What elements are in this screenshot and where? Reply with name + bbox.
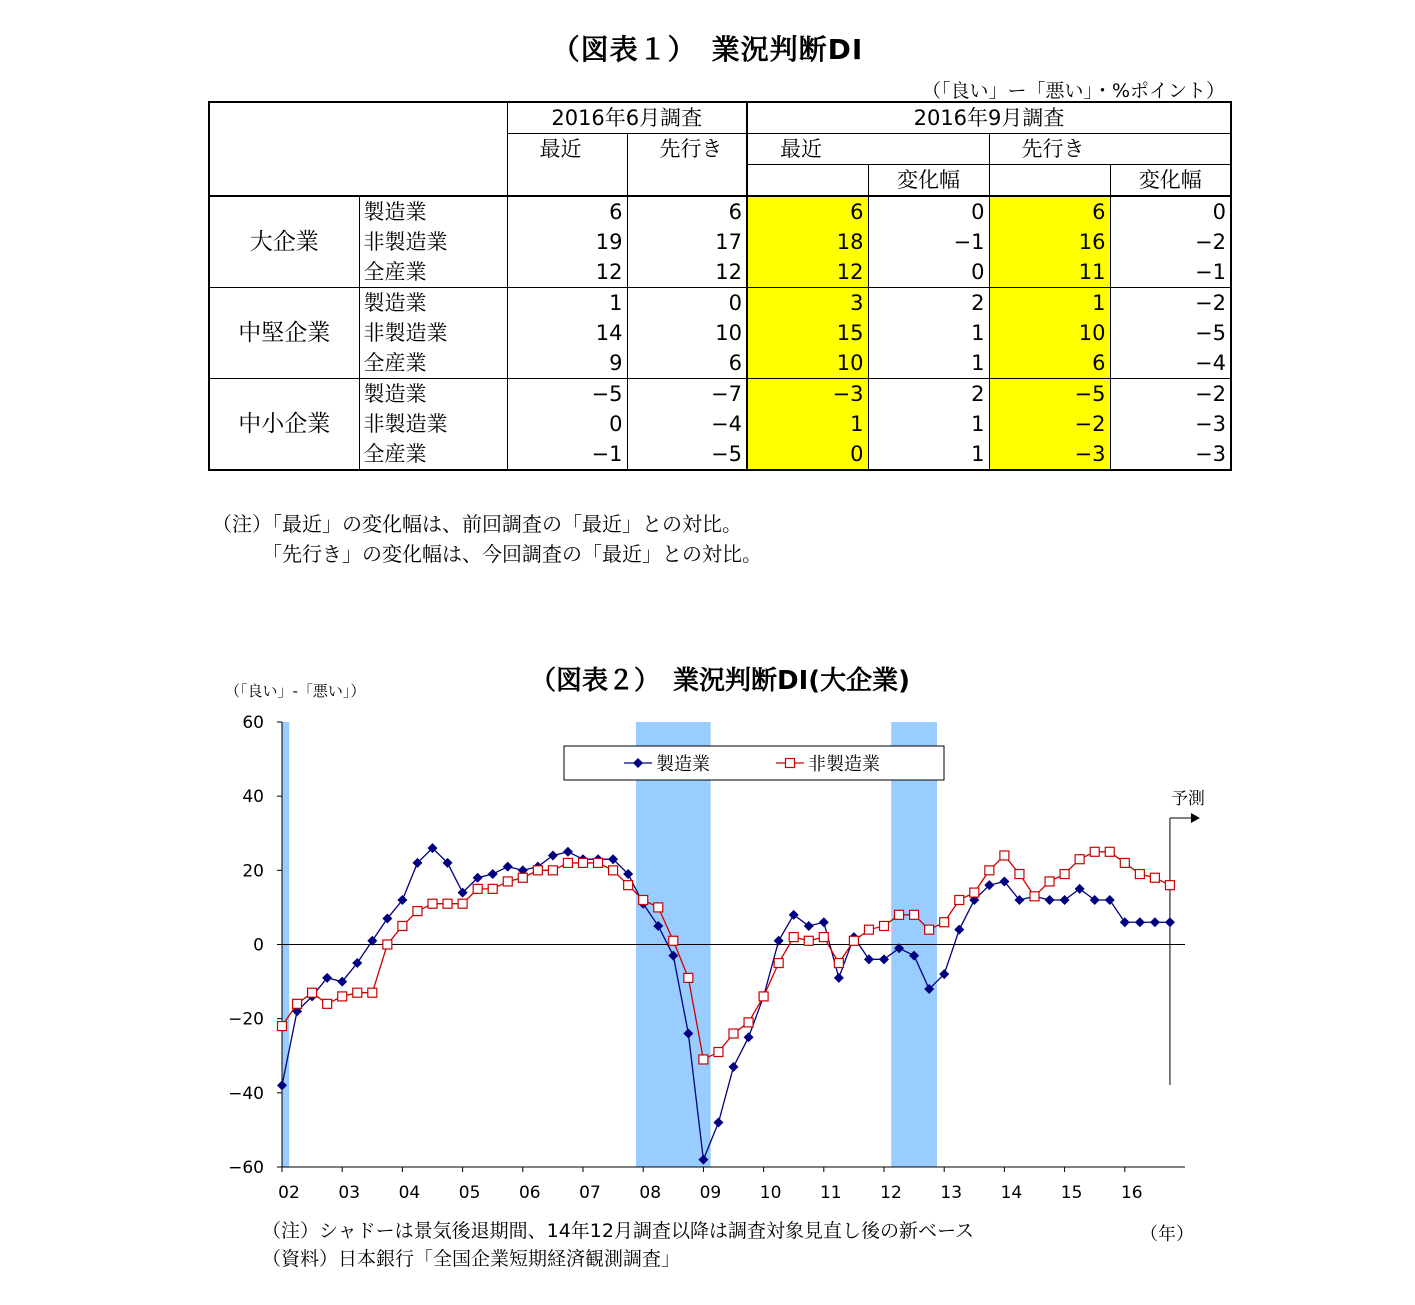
cell-sep-recent: 3 (747, 288, 868, 319)
table-row (209, 257, 1231, 288)
data-point-manufacturing (1090, 895, 1100, 905)
data-point-manufacturing (744, 1032, 754, 1042)
data-point-nonmanufacturing (579, 858, 588, 867)
cell-sep-recent-chg: 1 (868, 439, 989, 470)
data-point-nonmanufacturing (925, 925, 934, 934)
data-point-manufacturing (563, 847, 573, 857)
table-note-2: 「先行き」の変化幅は、今回調査の「最近」との対比。 (262, 542, 762, 566)
data-point-nonmanufacturing (834, 959, 843, 968)
chart-title: （図表２） 業況判断DI(大企業) (529, 666, 911, 696)
sector-label: 非製造業 (359, 318, 507, 348)
x-axis-label: （年） (1140, 1224, 1194, 1245)
table-row (209, 439, 1231, 470)
x-tick-label: 06 (518, 1183, 541, 1203)
data-point-nonmanufacturing (323, 999, 332, 1008)
chart-note: （注）シャドーは景気後退期間、14年12月調査以降は調査対象見直し後の新ベース (262, 1220, 975, 1242)
cell-sep-outlook-chg: −3 (1110, 439, 1231, 470)
data-point-nonmanufacturing (684, 973, 693, 982)
data-point-nonmanufacturing (473, 884, 482, 893)
x-tick-label: 02 (278, 1183, 300, 1203)
data-point-nonmanufacturing (864, 925, 873, 934)
header-sept-survey: 2016年9月調査 (747, 102, 1231, 134)
data-point-nonmanufacturing (985, 866, 994, 875)
sector-label: 非製造業 (359, 227, 507, 257)
data-point-nonmanufacturing (1120, 858, 1129, 867)
data-point-nonmanufacturing (789, 933, 798, 942)
x-tick-label: 09 (699, 1183, 722, 1203)
x-tick-label: 14 (1000, 1183, 1023, 1203)
data-point-nonmanufacturing (503, 877, 512, 886)
data-point-manufacturing (1060, 895, 1070, 905)
cell-sep-outlook-chg: 0 (1110, 196, 1231, 227)
data-point-manufacturing (954, 925, 964, 935)
data-point-nonmanufacturing (278, 1022, 287, 1031)
group-label: 中小企業 (209, 379, 359, 471)
header-sep-outlook-change: 変化幅 (1110, 165, 1231, 197)
cell-jun-recent: 14 (507, 318, 627, 348)
x-tick-label: 15 (1060, 1183, 1083, 1203)
data-point-manufacturing (864, 954, 874, 964)
data-point-nonmanufacturing (744, 1018, 753, 1027)
cell-sep-outlook-chg: −2 (1110, 379, 1231, 410)
table-row (209, 379, 1231, 410)
data-point-nonmanufacturing (880, 921, 889, 930)
data-point-nonmanufacturing (398, 921, 407, 930)
data-point-nonmanufacturing (533, 866, 542, 875)
cell-jun-recent: 19 (507, 227, 627, 257)
cell-sep-outlook-chg: −2 (1110, 288, 1231, 319)
x-tick-label: 16 (1120, 1183, 1143, 1203)
x-tick-label: 04 (398, 1183, 421, 1203)
cell-sep-recent-chg: 1 (868, 348, 989, 379)
data-point-manufacturing (879, 954, 889, 964)
y-tick-label: −60 (228, 1158, 264, 1178)
data-point-manufacturing (1135, 917, 1145, 927)
data-point-nonmanufacturing (594, 858, 603, 867)
cell-sep-recent-chg: 0 (868, 257, 989, 288)
cell-sep-recent-chg: 2 (868, 379, 989, 410)
data-point-nonmanufacturing (669, 936, 678, 945)
cell-sep-outlook: 11 (989, 257, 1110, 288)
data-point-manufacturing (789, 910, 799, 920)
data-point-nonmanufacturing (293, 999, 302, 1008)
data-point-manufacturing (834, 973, 844, 983)
cell-jun-outlook: 0 (627, 288, 747, 319)
data-point-nonmanufacturing (1135, 870, 1144, 879)
data-point-nonmanufacturing (1030, 892, 1039, 901)
data-point-nonmanufacturing (804, 936, 813, 945)
data-point-nonmanufacturing (970, 888, 979, 897)
cell-jun-outlook: −7 (627, 379, 747, 410)
cell-sep-outlook-chg: −1 (1110, 257, 1231, 288)
legend-label-manufacturing: 製造業 (656, 754, 710, 775)
x-tick-label: 08 (639, 1183, 662, 1203)
data-point-manufacturing (1075, 884, 1085, 894)
cell-sep-recent: 1 (747, 409, 868, 439)
legend-label-nonmanufacturing: 非製造業 (808, 754, 880, 775)
data-point-nonmanufacturing (654, 903, 663, 912)
y-tick-label: 0 (253, 935, 264, 956)
data-point-manufacturing (548, 851, 558, 861)
data-point-nonmanufacturing (910, 910, 919, 919)
data-point-nonmanufacturing (458, 899, 467, 908)
data-point-nonmanufacturing (609, 866, 618, 875)
data-point-nonmanufacturing (338, 992, 347, 1001)
data-point-nonmanufacturing (1090, 847, 1099, 856)
data-point-nonmanufacturing (1015, 870, 1024, 879)
table-row (209, 288, 1231, 319)
data-point-nonmanufacturing (1165, 881, 1174, 890)
data-point-manufacturing (1150, 917, 1160, 927)
header-sep-outlook: 先行き (989, 134, 1231, 165)
cell-jun-outlook: 12 (627, 257, 747, 288)
cell-sep-recent-chg: 2 (868, 288, 989, 319)
cell-sep-recent: 15 (747, 318, 868, 348)
header-sep-recent-change: 変化幅 (868, 165, 989, 197)
y-tick-label: 60 (242, 713, 264, 733)
data-point-nonmanufacturing (895, 910, 904, 919)
cell-jun-outlook: 17 (627, 227, 747, 257)
cell-sep-recent: 18 (747, 227, 868, 257)
x-tick-label: 10 (759, 1183, 782, 1203)
data-point-nonmanufacturing (308, 988, 317, 997)
data-point-nonmanufacturing (1000, 851, 1009, 860)
data-point-manufacturing (1105, 895, 1115, 905)
data-point-manufacturing (819, 917, 829, 927)
data-point-manufacturing (729, 1062, 739, 1072)
sector-label: 非製造業 (359, 409, 507, 439)
x-tick-label: 13 (940, 1183, 963, 1203)
x-tick-label: 11 (819, 1183, 842, 1203)
cell-jun-recent: 0 (507, 409, 627, 439)
sector-label: 全産業 (359, 257, 507, 288)
data-point-manufacturing (1120, 917, 1130, 927)
legend (564, 746, 944, 780)
cell-sep-outlook: 1 (989, 288, 1110, 319)
table-unit-label: （「良い」ー「悪い」・%ポイント） (921, 80, 1225, 102)
cell-sep-outlook-chg: −5 (1110, 318, 1231, 348)
sector-label: 全産業 (359, 439, 507, 470)
cell-jun-outlook: −4 (627, 409, 747, 439)
cell-sep-recent: 0 (747, 439, 868, 470)
cell-sep-recent: 6 (747, 196, 868, 227)
cell-jun-outlook: 6 (627, 196, 747, 227)
data-point-nonmanufacturing (1105, 847, 1114, 856)
cell-sep-recent-chg: 1 (868, 318, 989, 348)
cell-sep-outlook: 10 (989, 318, 1110, 348)
x-tick-label: 12 (880, 1183, 902, 1203)
y-tick-label: −40 (228, 1083, 264, 1104)
data-point-nonmanufacturing (488, 884, 497, 893)
header-jun-outlook: 先行き (627, 134, 747, 197)
cell-sep-outlook: −5 (989, 379, 1110, 410)
cell-jun-outlook: −5 (627, 439, 747, 470)
data-point-nonmanufacturing (428, 899, 437, 908)
data-point-nonmanufacturing (1060, 870, 1069, 879)
data-point-manufacturing (1165, 917, 1175, 927)
sector-label: 製造業 (359, 196, 507, 227)
header-jun-recent: 最近 (507, 134, 627, 197)
data-point-nonmanufacturing (563, 858, 572, 867)
cell-jun-recent: 9 (507, 348, 627, 379)
cell-jun-recent: −1 (507, 439, 627, 470)
x-tick-label: 07 (579, 1183, 601, 1203)
cell-sep-outlook: 16 (989, 227, 1110, 257)
data-point-nonmanufacturing (729, 1029, 738, 1038)
data-point-manufacturing (488, 869, 498, 879)
data-point-nonmanufacturing (353, 988, 362, 997)
table-row (209, 318, 1231, 348)
table-row (209, 227, 1231, 257)
cell-sep-outlook: 6 (989, 196, 1110, 227)
data-point-nonmanufacturing (819, 933, 828, 942)
business-conditions-table (208, 101, 1232, 471)
table-row (209, 196, 1231, 227)
data-point-nonmanufacturing (955, 896, 964, 905)
cell-sep-outlook-chg: −4 (1110, 348, 1231, 379)
data-point-nonmanufacturing (639, 896, 648, 905)
data-point-nonmanufacturing (774, 959, 783, 968)
data-point-manufacturing (713, 1118, 723, 1128)
cell-sep-outlook-chg: −3 (1110, 409, 1231, 439)
group-label: 中堅企業 (209, 288, 359, 379)
cell-jun-recent: 6 (507, 196, 627, 227)
data-point-nonmanufacturing (714, 1048, 723, 1057)
cell-sep-outlook: 6 (989, 348, 1110, 379)
header-corner (209, 102, 507, 196)
data-point-nonmanufacturing (1150, 873, 1159, 882)
cell-sep-recent: −3 (747, 379, 868, 410)
cell-sep-recent: 10 (747, 348, 868, 379)
business-di-chart (0, 640, 1415, 1300)
data-point-manufacturing (1045, 895, 1055, 905)
cell-sep-outlook: −3 (989, 439, 1110, 470)
forecast-arrow-head (1191, 813, 1200, 823)
cell-jun-recent: 12 (507, 257, 627, 288)
data-point-nonmanufacturing (413, 907, 422, 916)
table-row (209, 409, 1231, 439)
data-point-nonmanufacturing (1045, 877, 1054, 886)
x-tick-label: 03 (338, 1183, 361, 1203)
data-point-nonmanufacturing (368, 988, 377, 997)
forecast-label: 予測 (1170, 789, 1205, 809)
chart-note: （資料）日本銀行「全国企業短期経済観測調査」 (262, 1248, 681, 1270)
table-row (209, 348, 1231, 379)
header-june-survey: 2016年6月調査 (507, 102, 747, 134)
data-point-nonmanufacturing (699, 1055, 708, 1064)
table-note-1: （注）「最近」の変化幅は、前回調査の「最近」との対比。 (212, 512, 742, 536)
data-point-nonmanufacturing (940, 918, 949, 927)
sector-label: 製造業 (359, 379, 507, 410)
data-point-nonmanufacturing (1075, 855, 1084, 864)
data-point-nonmanufacturing (624, 881, 633, 890)
header-sep-recent: 最近 (747, 134, 989, 165)
table-title: （図表１） 業況判断DI (551, 33, 864, 66)
y-tick-label: 20 (242, 861, 264, 882)
sector-label: 全産業 (359, 348, 507, 379)
group-label: 大企業 (209, 196, 359, 288)
cell-sep-recent-chg: 0 (868, 196, 989, 227)
cell-sep-outlook: −2 (989, 409, 1110, 439)
cell-sep-outlook-chg: −2 (1110, 227, 1231, 257)
y-tick-label: −20 (228, 1009, 264, 1030)
data-point-nonmanufacturing (518, 873, 527, 882)
sector-label: 製造業 (359, 288, 507, 319)
x-tick-label: 05 (458, 1183, 481, 1203)
cell-jun-outlook: 10 (627, 318, 747, 348)
legend-box (564, 746, 944, 780)
data-point-nonmanufacturing (548, 866, 557, 875)
y-tick-label: 40 (242, 787, 264, 808)
cell-jun-recent: 1 (507, 288, 627, 319)
cell-jun-recent: −5 (507, 379, 627, 410)
data-point-nonmanufacturing (759, 992, 768, 1001)
cell-sep-recent-chg: 1 (868, 409, 989, 439)
data-point-manufacturing (804, 921, 814, 931)
cell-sep-recent-chg: −1 (868, 227, 989, 257)
data-point-nonmanufacturing (383, 940, 392, 949)
cell-sep-recent: 12 (747, 257, 868, 288)
series-line-1 (282, 852, 1170, 1060)
data-point-manufacturing (503, 862, 513, 872)
legend-marker-nonmanufacturing (786, 759, 795, 768)
y-axis-label: （「良い」-「悪い」） (225, 682, 366, 700)
data-point-nonmanufacturing (849, 936, 858, 945)
cell-jun-outlook: 6 (627, 348, 747, 379)
data-point-nonmanufacturing (443, 899, 452, 908)
